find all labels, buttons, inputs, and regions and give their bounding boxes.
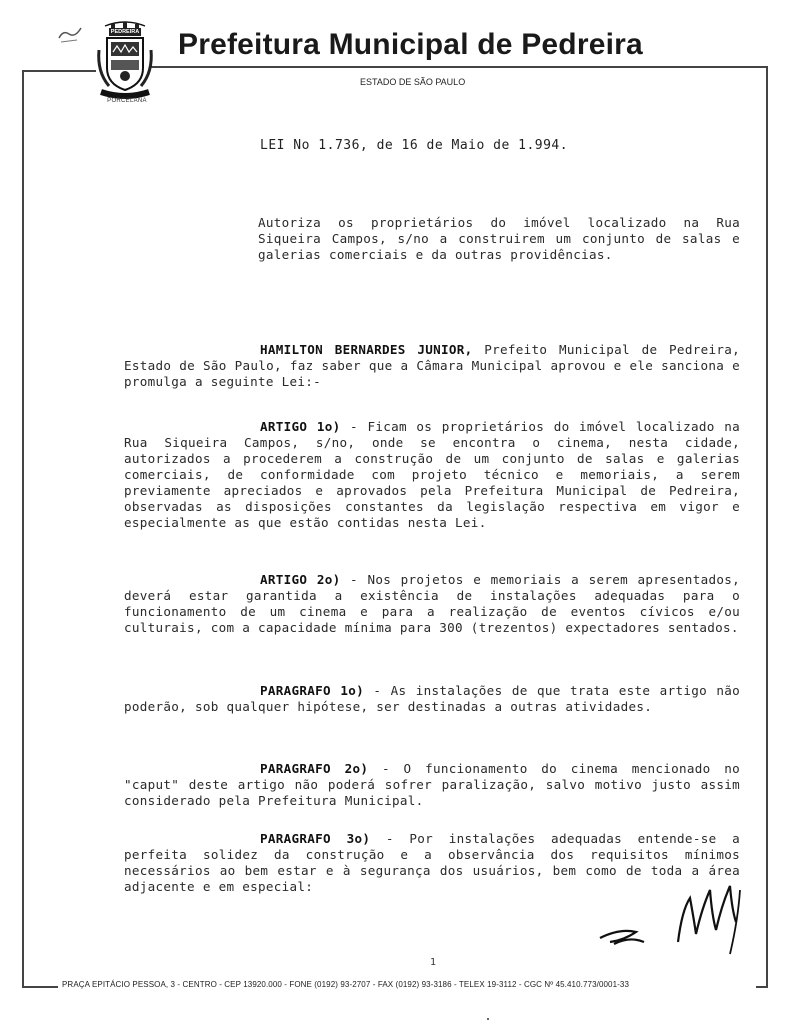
frame-top-left <box>22 70 96 72</box>
paragraph-paragrafo-1 <box>124 683 740 715</box>
paragraph-text: Prefeito Municipal de Pedreira, Estado de São Paulo, faz saber que a Câmara Municipal aprovou e ele sanciona e promulga a seguinte Lei:- <box>124 342 740 389</box>
law-title: LEI No 1.736, de 16 de Maio de 1.994. <box>260 138 569 153</box>
frame-right <box>766 66 768 986</box>
footer-address: PRAÇA EPITÁCIO PESSOA, 3 - CENTRO - CEP 13920.000 - FONE (0192) 93-2707 - FAX (0192) 93-3186 - TELEX 19-3112 - CGC Nº 45.410.773/0001-33 <box>62 980 630 989</box>
paragraph-lead: HAMILTON BERNARDES JUNIOR, <box>260 342 473 357</box>
paragraph-artigo-1 <box>124 419 740 531</box>
paragraph-text: - Por instalações adequadas entende-se a perfeita solidez da construção e a observância dos requisitos mínimos necessários ao bem estar e à segurança dos usuários, bem como de toda a área adjacente e em especial: <box>124 831 740 894</box>
page-number: 1 <box>430 957 437 968</box>
page-title: Prefeitura Municipal de Pedreira <box>178 28 643 61</box>
crest-label: PORCELANA <box>107 98 147 104</box>
paragraph-lead: ARTIGO 1o) <box>260 419 341 434</box>
paragraph-preamble <box>124 342 740 390</box>
svg-text:PEDREIRA: PEDREIRA <box>110 29 140 35</box>
frame-bottom-right <box>756 986 768 988</box>
paragraph-text: - O funcionamento do cinema mencionado no "caput" deste artigo não poderá sofrer paralização, salvo motivo justo assim considerado pela Prefeitura Municipal. <box>124 761 741 808</box>
paragraph-lead: PARAGRAFO 2o) <box>260 761 369 776</box>
scan-mark-icon <box>55 24 85 48</box>
paragraph-artigo-2 <box>124 572 740 636</box>
paragraph-lead: ARTIGO 2o) <box>260 572 341 587</box>
paragraph-lead: PARAGRAFO 1o) <box>260 683 364 698</box>
frame-left <box>22 72 24 987</box>
frame-top-right <box>150 66 768 68</box>
municipal-crest-logo <box>95 20 155 104</box>
page-subtitle: ESTADO DE SÃO PAULO <box>360 77 466 87</box>
paragraph-text: - Ficam os proprietários do imóvel localizado na Rua Siqueira Campos, s/no, onde se encontra o cinema, nesta cidade, autorizados a procederem a construção de um conjunto de salas e galerias comerciais, de conformidade com projeto técnico e memoriais, a serem previamente apreciados e aprovados pela Prefeitura Municipal de Pedreira, observadas as disposições constantes da legislação respectiva em vigor e especialmente as que estão contidas nesta Lei. <box>124 419 740 530</box>
paragraph-text: - As instalações de que trata este artigo não poderão, sob qualquer hipótese, ser destinadas a outras atividades. <box>124 683 741 714</box>
signature-mark <box>590 880 750 960</box>
paragraph-paragrafo-2 <box>124 761 740 809</box>
frame-bottom-left <box>22 986 58 988</box>
paragraph-lead: PARAGRAFO 3o) <box>260 831 371 846</box>
law-summary: Autoriza os proprietários do imóvel localizado na Rua Siqueira Campos, s/no a construirem um conjunto de salas e galerias comerciais e da outras providências. <box>258 215 740 262</box>
paragraph-text: - Nos projetos e memoriais a serem apresentados, deverá estar garantida a existência de instalações adequadas para o funcionamento de um cinema e para a realização de eventos cívicos e/ou culturais, com a capacidade mínima para 300 (trezentos) expectadores sentados. <box>124 572 740 635</box>
scan-dot <box>487 1018 489 1020</box>
